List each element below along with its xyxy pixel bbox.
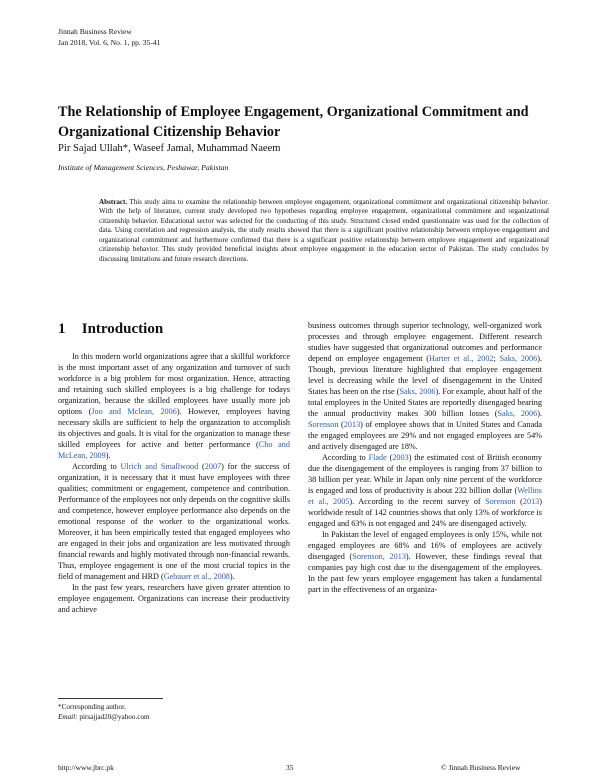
citation-link[interactable]: Joo and Mclean, 2006 xyxy=(91,407,177,416)
citation-link[interactable]: 2013 xyxy=(522,497,540,506)
citation-link[interactable]: Wellins et al., 2005 xyxy=(308,486,542,506)
text-run: ). xyxy=(105,451,111,460)
paper-authors: Pir Sajad Ullah*, Waseef Jamal, Muhammad Naeem xyxy=(58,143,281,154)
citation-link[interactable]: Saks, 2006 xyxy=(497,409,538,418)
citation-link[interactable]: Sorenson, 2013 xyxy=(352,552,406,561)
text-run: ) of employee shows that in United States and Canada the engaged employees are 29% and not engaged employees are 54% and actively disengaged are 18%. xyxy=(308,420,542,451)
text-run: ). According to the recent survey of xyxy=(349,497,486,506)
text-run: According to xyxy=(322,453,369,462)
text-run: ). xyxy=(537,409,542,418)
paragraph xyxy=(58,461,290,582)
text-run: ( xyxy=(338,420,344,429)
citation-link[interactable]: Sorenson xyxy=(485,497,516,506)
corresponding-note: *Corresponding author. xyxy=(58,703,126,711)
text-run: In this modern world organizations agree that a skillful workforce is the most important asset of any organization and turnover of such workforce is a big problem for most organization. Hence, attracting and retaining such skilled employees is a big challenge for todays organization, because the skilled employees have usually more job options ( xyxy=(58,352,290,416)
citation-link[interactable]: 2013 xyxy=(343,420,361,429)
abstract-label: Abstract. xyxy=(99,198,128,206)
text-run: ). xyxy=(229,572,235,581)
citation-link[interactable]: 2003 xyxy=(392,453,409,462)
email-line xyxy=(58,713,150,723)
text-run: ). However, employees having necessary skills are sufficient to help the organization to accomplish its objectives and goals. It is vital for the organization to manage these skilled employees for active and better performance ( xyxy=(58,407,291,449)
footnote-rule xyxy=(58,698,163,699)
paper-affiliation: Institute of Management Sciences, Peshawar, Pakistan xyxy=(58,163,229,172)
citation-link[interactable]: Ulrich and Smallwood xyxy=(120,462,199,471)
text-run: business outcomes through superior technology, well-organized work processes and through employee engagement. Different research studies have suggested that organizational outcomes and performance depend on employee engagement ( xyxy=(308,321,542,363)
citation-link[interactable]: Cho and McLean, 2009 xyxy=(58,440,290,460)
email-label: Email: xyxy=(58,712,78,721)
right-column xyxy=(308,320,542,595)
journal-name: Jinnah Business Review xyxy=(58,27,132,36)
footnote xyxy=(58,703,150,722)
paper-title: The Relationship of Employee Engagement, Organizational Commitment and Organizational Citizenship Behavior xyxy=(58,104,529,140)
journal-issue: Jan 2018, Vol. 6, No. 1, pp. 35-41 xyxy=(58,37,161,47)
text-run: ) the estimated cost of British economy due the disengagement of the employees is ranging from 37 billion to 38 billion per year. While in Japan only nine percent of the workforce is engaged and loss of productivity is about 232 billion dollar ( xyxy=(308,453,542,495)
citation-link[interactable]: Saks, 2006 xyxy=(499,354,538,363)
text-run: ( xyxy=(198,462,205,471)
text-run: ( xyxy=(515,497,523,506)
left-column xyxy=(58,351,290,615)
page-number: 35 xyxy=(286,763,294,772)
journal-header xyxy=(58,27,160,48)
citation-link[interactable]: Saks, 2006 xyxy=(399,387,436,396)
paragraph: In the past few years, researchers have given greater attention to employee engagement. Organizations can increase their productivity and achieve xyxy=(58,583,290,614)
section-number: 1 xyxy=(58,321,66,337)
paragraph xyxy=(58,351,290,461)
citation-link[interactable]: Sorenson xyxy=(308,420,339,429)
citation-link[interactable]: 2007 xyxy=(204,462,222,471)
text-run: In Pakistan the level of engaged employees is only 15%, while not engaged employees are 68% and 16% of employees are actively disengaged ( xyxy=(308,530,542,561)
footer-copyright: © Jinnah Business Review xyxy=(441,763,521,772)
text-run: ) worldwide result of 142 countries shows that only 13% of workforce is engaged and 63% is not engaged and 24% are disengaged actively. xyxy=(308,497,542,528)
abstract xyxy=(99,198,549,264)
text-run: ) for the success of organization, it is necessary that it must have employees with three qualities; commitment or engagement, competence and contribution. Performance of the employees not only depends on the cognitive skills and competence, however employee performance also depends on the emotional response of the worker to the organizational works. Moreover, it has been empirically tested that engaged employees who are engaged in their jobs and organization are less motivated through financial rewards and highly motivated through non-financial rewards. Thus, employee engagement is one of the most crucial topics in the field of management and HRD ( xyxy=(58,462,290,581)
text-run: ( xyxy=(386,453,393,462)
abstract-text: This study aims to examine the relationship between employee engagement, organizational commitment and organizational citizenship behavior. With the help of literature, current study developed two hypotheses regarding employee engagement, organizational commitment and organizational citizenship behavior. Educational sector was selected for the conducting of this study. Structured closed ended questionnaire was used for the collection of data. Using correlation and regression analysis, the study results showed that there is a significant positive relationship between employee engagement and organizational commitment and furthermore confirmed that there is a significant positive relationship between employee engagement and organizational citizenship behavior. This study provided beneficial insights about employee engagement in the education sector of Pakistan. The study concludes by discussing limitations and future research directions. xyxy=(99,198,549,263)
citation-link[interactable]: Harter et al., 2002 xyxy=(429,354,494,363)
paragraph xyxy=(308,529,542,595)
citation-link[interactable]: Gebauer et al., 2008 xyxy=(163,572,230,581)
text-run: ). For example, about half of the total employees in the United States are reportedly disengaged bearing the annual productivity makes 300 billion losses ( xyxy=(308,387,542,418)
text-run: According to xyxy=(72,462,121,471)
text-run: ). However, these findings reveal that companies pay high cost due to the disengagement of the employees. In the past few years employee engagement has taken a fundamental part in the effectiveness of an organiza- xyxy=(308,552,542,594)
section-heading xyxy=(58,321,163,338)
paragraph xyxy=(308,320,542,452)
footer-url[interactable]: http://www.jbrc.pk xyxy=(58,763,114,772)
paragraph xyxy=(308,452,542,529)
text-run: ; xyxy=(493,354,500,363)
email-address[interactable]: pirsajjad20@yahoo.com xyxy=(79,712,150,721)
text-run: ). Though, previous literature highlighted that employee engagement level is decreasing while the level of disengagement in the United States has been on the rise ( xyxy=(308,354,542,396)
section-title: Introduction xyxy=(81,321,164,337)
citation-link[interactable]: Flade xyxy=(368,453,387,462)
